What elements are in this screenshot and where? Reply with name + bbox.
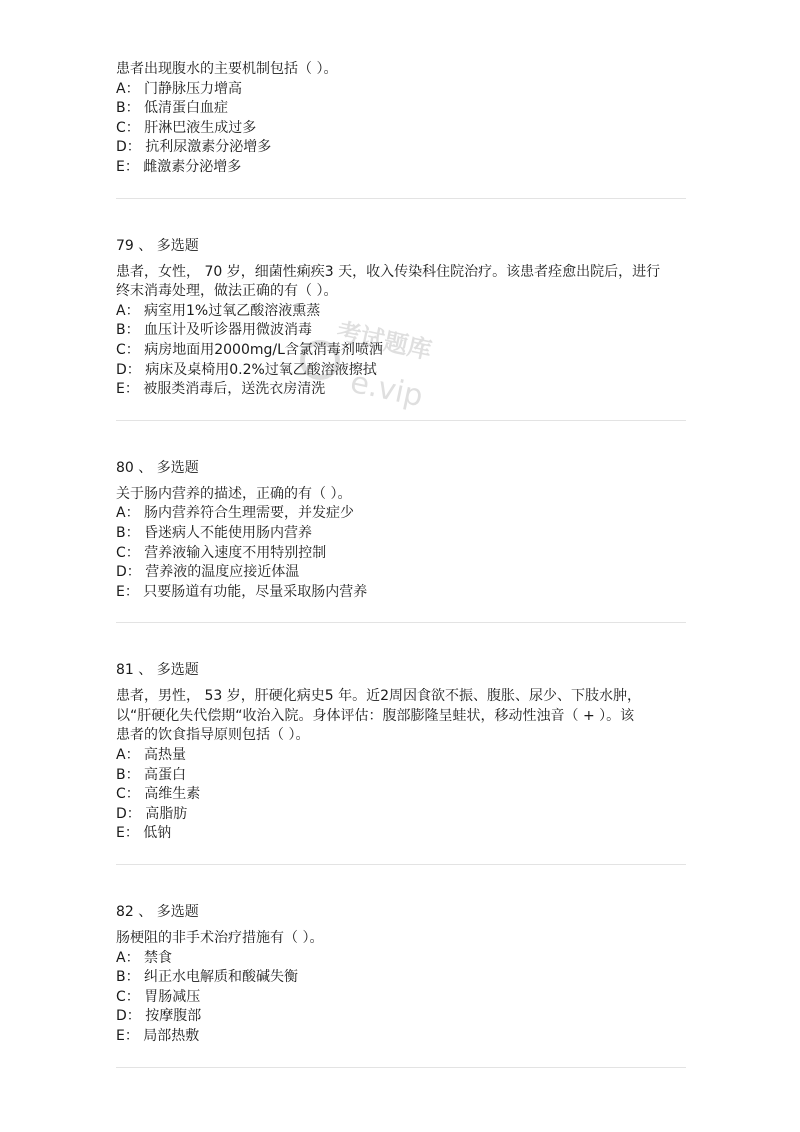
question-stem: 患者的饮食指导原则包括（ ）。 [116,727,310,744]
question-number-type: 81 、 多选题 [116,662,199,679]
option-b: B： 纠正水电解质和酸碱失衡 [116,969,299,986]
option-b: B： 血压计及听诊器用微波消毒 [116,322,313,339]
question-block [116,60,686,199]
option-d: D： 营养液的温度应接近体温 [116,564,300,581]
option-d: D： 高脂肪 [116,805,188,822]
option-e: E： 雌激素分泌增多 [116,158,242,175]
divider [116,198,686,199]
divider [116,864,686,865]
question-block [116,459,686,624]
question-header [116,459,686,479]
option-b: B： 低清蛋白血症 [116,100,229,117]
option-c: C： 胃肠减压 [116,988,201,1005]
question-block [116,903,686,1068]
question-number-type: 82 、 多选题 [116,904,199,921]
question-header [116,661,686,681]
watermark-url: e.vip [347,364,427,415]
option-e: E： 局部热敷 [116,1028,200,1044]
question-stem: 肠梗阻的非手术治疗措施有（ ）。 [116,930,324,947]
option-e: E： 只要肠道有功能，尽量采取肠内营养 [116,583,368,600]
question-stem: 患者出现腹水的主要机制包括（ ）。 [116,61,338,77]
question-stem: 关于肠内营养的描述，正确的有（ ）。 [116,485,352,502]
divider [116,1067,686,1068]
option-e: E： 被服类消毒后，送洗衣房清洗 [116,381,326,398]
divider [116,420,686,421]
divider [116,622,686,623]
option-d: D： 按摩腹部 [116,1008,202,1025]
option-e: E： 低钠 [116,825,172,842]
question-block [116,661,686,865]
option-c: C： 肝淋巴液生成过多 [116,119,257,136]
question-stem: 终末消毒处理，做法正确的有（ ）。 [116,283,338,300]
question-stem: 患者，男性， 53 岁，肝硬化病史5 年。近2周因食欲不振、腹胀、尿少、下肢水肿， [116,688,641,705]
option-c: C： 高维生素 [116,786,201,803]
option-d: D： 抗利尿激素分泌增多 [116,139,272,156]
option-c: C： 病房地面用2000mg/L含氯消毒剂喷洒 [116,341,383,358]
question-number-type: 79 、 多选题 [116,237,199,254]
question-list [116,60,686,1068]
question-header [116,237,686,257]
option-c: C： 营养液输入速度不用特别控制 [116,544,327,561]
question-block [116,237,686,421]
option-d: D： 病床及桌椅用0.2%过氧乙酸溶液擦拭 [116,361,377,378]
watermark-text: 考试题库 [334,317,435,365]
option-a: A： 病室用1%过氧乙酸溶液熏蒸 [116,302,321,319]
option-a: A： 门静脉压力增高 [116,80,243,97]
question-stem: 以“肝硬化失代偿期“收治入院。身体评估：腹部膨隆呈蛙状，移动性浊音（ + ）。该 [116,707,635,724]
option-a: A： 禁食 [116,949,173,966]
question-stem: 患者，女性， 70 岁，细菌性痢疾3 天，收入传染科住院治疗。该患者痊愈出院后，进行 [116,263,661,280]
option-a: A： 肠内营养符合生理需要，并发症少 [116,505,355,522]
question-header [116,903,686,923]
option-a: A： 高热量 [116,747,187,764]
option-b: B： 高蛋白 [116,766,187,783]
question-number-type: 80 、 多选题 [116,459,199,476]
option-b: B： 昏迷病人不能使用肠内营养 [116,524,313,541]
